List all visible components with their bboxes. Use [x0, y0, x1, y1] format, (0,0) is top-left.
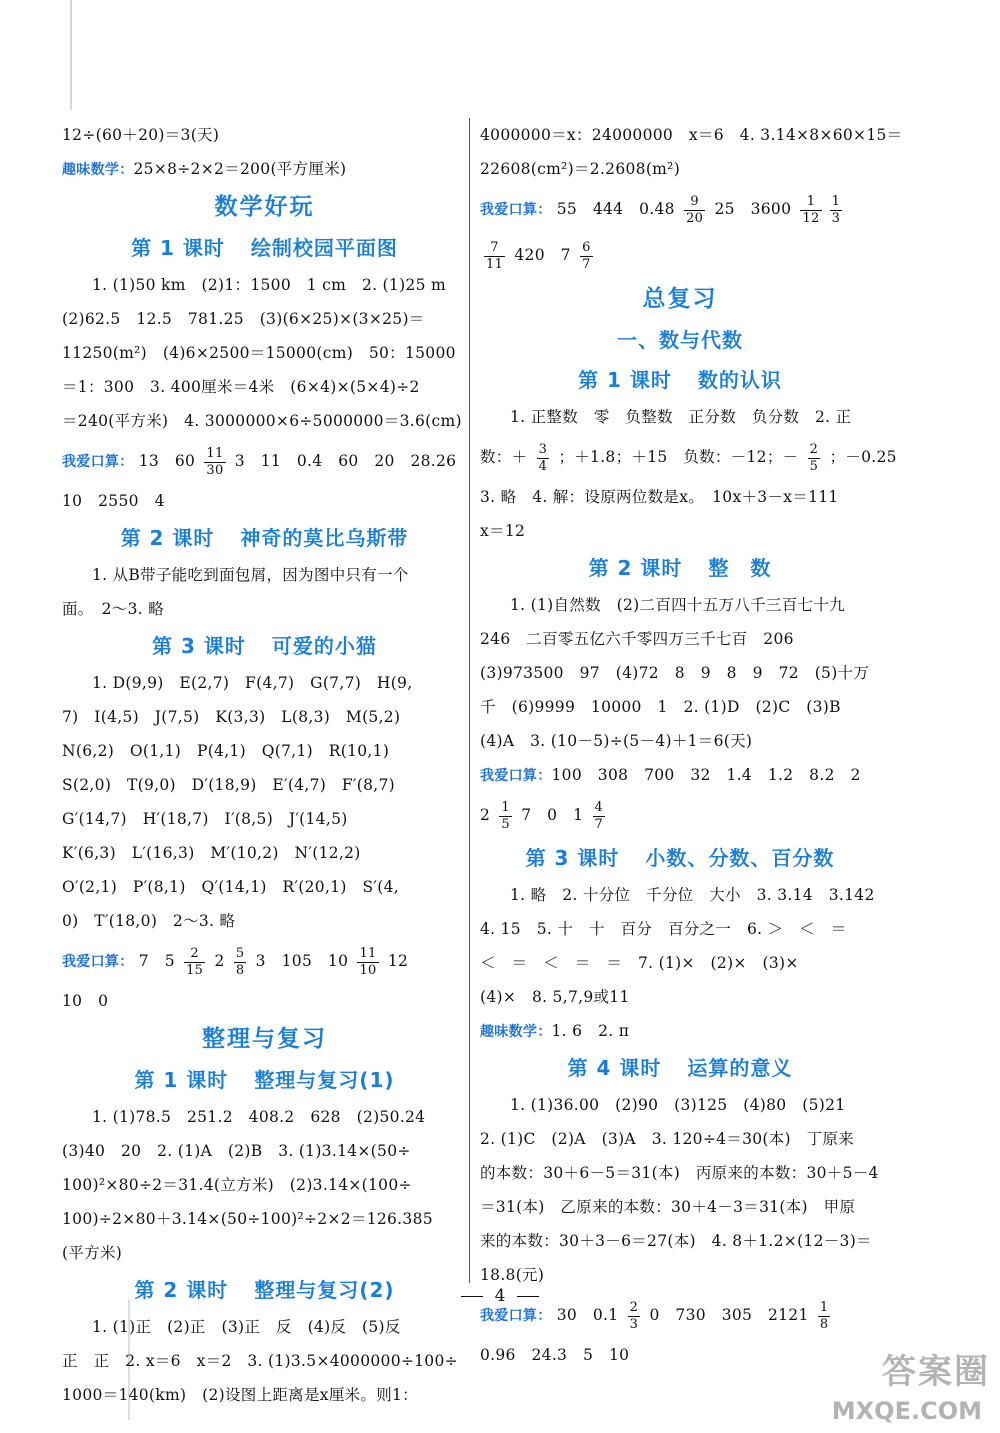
answer-line: N(6,2) O(1,1) P(4,1) Q(7,1) R(10,1) [62, 742, 390, 760]
answer-line: ＜ ＝ ＜ ＝ ＝ 7. (1)× (2)× (3)× [480, 954, 799, 972]
answer-line: 我爱口算：100 308 700 32 1.4 1.2 8.2 2 [480, 766, 861, 784]
answer-line: 3. 略 4. 解：设原两位数是x。 10x＋3－x＝111 [480, 488, 839, 506]
answer-line: S(2,0) T(9,0) D′(18,9) E′(4,7) F′(8,7) [62, 776, 395, 794]
answer-line: 数：＋ $\frac{3}{4}$ ；＋1.8；＋15 负数：－12；－ $\frac{2}{5}$ ；－0.25 [480, 441, 897, 474]
fraction: $\frac{9}{20}$ [686, 193, 704, 226]
answer-line: 11250(m²) (4)6×2500＝15000(cm) 50：15000 [62, 344, 456, 362]
answer-line: ＝31(本) 乙原来的本数：30＋4－3＝31(本) 甲原 [480, 1198, 856, 1216]
answer-line: K′(6,3) L′(16,3) M′(10,2) N′(12,2) [62, 844, 361, 862]
answer-line: 18.8(元) [480, 1266, 545, 1284]
lesson-title: 第 4 课时 运算的意义 [567, 1056, 793, 1080]
section-label: 趣味数学： [62, 162, 134, 178]
answer-line: 来的本数：30＋3－6＝27(本) 4. 8＋1.2×(12－3)＝ [480, 1232, 872, 1250]
fraction: $\frac{1}{5}$ [501, 799, 510, 832]
answer-line: 我爱口算： 13 60 $\frac{11}{30}$ 3 11 0.4 60 20 28.26 [62, 445, 457, 478]
section-label: 我爱口算： [62, 954, 134, 970]
answer-line: ＝1：300 3. 400厘米＝4米 (6×4)×(5×4)÷2 [62, 378, 420, 396]
answer-line: (3)40 20 2. (1)A (2)B 3. (1)3.14×(50÷ [62, 1142, 411, 1160]
fraction: $\frac{3}{4}$ [538, 441, 548, 474]
column-divider [469, 118, 470, 1283]
answer-line: 0) T′(18,0) 2～3. 略 [62, 912, 236, 930]
answer-line: 1. 正整数 零 负整数 正分数 负分数 2. 正 [510, 408, 852, 426]
answer-line: 2 $\frac{1}{5}$ 7 0 1 $\frac{4}{7}$ [480, 799, 604, 832]
answer-line: 0.96 24.3 5 10 [480, 1346, 630, 1364]
answer-line: 正 正 2. x＝6 x＝2 3. (1)3.5×4000000÷100÷ [62, 1352, 458, 1370]
watermark-logo: 答案圈 [882, 1352, 990, 1392]
answer-line: 的本数：30＋6－5＝31(本) 丙原来的本数：30＋5－4 [480, 1164, 879, 1182]
section-label: 趣味数学： [480, 1024, 552, 1040]
fraction: $\frac{4}{7}$ [594, 799, 604, 832]
answer-line: 22608(cm²)＝2.2608(m²) [480, 160, 681, 178]
fraction: $\frac{1}{12}$ [802, 193, 820, 226]
answer-line: (4)A 3. (10－5)÷(5－4)＋1＝6(天) [480, 732, 753, 750]
answer-line: 趣味数学：1. 6 2. π [480, 1022, 630, 1040]
section-title: 数学好玩 [214, 194, 315, 220]
answer-line: 1. 略 2. 十分位 千分位 大小 3. 3.14 3.142 [510, 886, 875, 904]
lesson-title: 第 3 课时 可爱的小猫 [152, 634, 377, 658]
watermark-url: MXQE.COM [831, 1397, 982, 1425]
subsection-title: 一、数与代数 [617, 328, 743, 352]
fraction: $\frac{1}{3}$ [831, 193, 841, 226]
page-number [0, 1286, 1000, 1306]
lesson-title: 第 2 课时 整 数 [588, 556, 772, 580]
fraction: $\frac{2}{5}$ [809, 441, 819, 474]
answer-line: 我爱口算： 7 5 $\frac{2}{15}$ 2 $\frac{5}{8}$ 3 105 10 $\frac{11}{10}$ 12 [62, 945, 409, 978]
answer-line: 100)²×80÷2＝31.4(立方米) (2)3.14×(100÷ [62, 1176, 412, 1194]
answer-line: 10 0 [62, 992, 109, 1010]
answer-line: 1. 从B带子能吃到面包屑，因为图中只有一个 [92, 566, 409, 584]
answer-line: 1. (1)36.00 (2)90 (3)125 (4)80 (5)21 [510, 1096, 846, 1114]
lesson-title: 第 1 课时 数的认识 [578, 368, 782, 392]
answer-line: 10 2550 4 [62, 492, 165, 510]
answer-line: 12÷(60＋20)＝3(天) [62, 126, 220, 144]
scan-artifact [70, 0, 72, 110]
answer-line: 1. (1)78.5 251.2 408.2 628 (2)50.24 [92, 1108, 426, 1126]
fraction: $\frac{2}{3}$ [629, 1299, 639, 1332]
answer-line: 千 (6)9999 10000 1 2. (1)D (2)C (3)B [480, 698, 841, 716]
answer-line: 1. (1)自然数 (2)二百四十五万八千三百七十九 [510, 596, 845, 614]
fraction: $\frac{11}{10}$ [359, 945, 377, 978]
fraction: $\frac{2}{15}$ [186, 945, 204, 978]
answer-line: (3)973500 97 (4)72 8 9 8 9 72 (5)十万 [480, 664, 870, 682]
answer-line: 2. (1)C (2)A (3)A 3. 120÷4＝30(本) 丁原来 [480, 1130, 855, 1148]
answer-line: 趣味数学：25×8÷2×2＝200(平方厘米) [62, 160, 347, 178]
section-title: 整理与复习 [202, 1026, 327, 1052]
lesson-title: 第 3 课时 小数、分数、百分数 [525, 846, 835, 870]
answer-line: 4. 15 5. 十 十 百分 百分之一 6. ＞ ＜ ＝ [480, 920, 847, 938]
answer-line: 1. (1)50 km (2)1：1500 1 cm 2. (1)25 m [92, 276, 446, 294]
page-number-text: 4 [494, 1286, 506, 1306]
answer-line: (平方米) [62, 1244, 123, 1262]
answer-line: 1. (1)正 (2)正 (3)正 反 (4)反 (5)反 [92, 1318, 401, 1336]
answer-line: $\frac{7}{11}$ 420 7 $\frac{6}{7}$ [486, 239, 591, 272]
left-column [62, 118, 467, 1412]
answer-line: 面。 2～3. 略 [62, 600, 165, 618]
section-label: 我爱口算： [62, 454, 134, 470]
section-label: 我爱口算： [480, 202, 552, 218]
answer-line: ＝240(平方米) 4. 3000000×6÷5000000＝3.6(cm) [62, 412, 462, 430]
answer-line: 我爱口算： 30 0.1 $\frac{2}{3}$ 0 730 305 2121 $\frac{1}{8}$ [480, 1299, 829, 1332]
right-column [480, 118, 903, 1372]
fraction: $\frac{7}{11}$ [486, 239, 504, 272]
answer-line: 1. D(9,9) E(2,7) F(4,7) G(7,7) H(9, [92, 674, 413, 692]
answer-line: (2)62.5 12.5 781.25 (3)(6×25)×(3×25)＝ [62, 310, 425, 328]
lesson-title: 第 1 课时 整理与复习(1) [134, 1068, 395, 1092]
section-label: 我爱口算： [480, 1308, 552, 1324]
answer-line: 100)÷2×80＋3.14×(50÷100)²÷2×2＝126.385 [62, 1210, 433, 1228]
answer-line: 1000＝140(km) (2)设图上距离是x厘米。则1： [62, 1386, 418, 1404]
lesson-title: 第 2 课时 整理与复习(2) [134, 1278, 395, 1302]
fraction: $\frac{1}{8}$ [819, 1299, 829, 1332]
answer-line: G′(14,7) H′(18,7) I′(8,5) J′(14,5) [62, 810, 348, 828]
lesson-title: 第 2 课时 神奇的莫比乌斯带 [120, 526, 409, 550]
lesson-title: 第 1 课时 绘制校园平面图 [131, 236, 398, 260]
answer-line: 我爱口算： 55 444 0.48 $\frac{9}{20}$ 25 3600 $\frac{1}{12}$ $\frac{1}{3}$ [480, 193, 841, 226]
fraction: $\frac{6}{7}$ [582, 239, 591, 272]
answer-line: 246 二百零五亿六千零四万三千七百 206 [480, 630, 794, 648]
answer-line: 7) I(4,5) J(7,5) K(3,3) L(8,3) M(5,2) [62, 708, 401, 726]
answer-line: (4)× 8. 5,7,9或11 [480, 988, 630, 1006]
answer-line: 4000000＝x：24000000 x＝6 4. 3.14×8×60×15＝ [480, 126, 903, 144]
fraction: $\frac{5}{8}$ [235, 945, 245, 978]
section-label: 我爱口算： [480, 768, 552, 784]
answer-line: O′(2,1) P′(8,1) Q′(14,1) R′(20,1) S′(4, [62, 878, 399, 896]
answer-line: x＝12 [480, 522, 526, 540]
fraction: $\frac{11}{30}$ [206, 445, 224, 478]
section-title: 总复习 [642, 286, 718, 312]
